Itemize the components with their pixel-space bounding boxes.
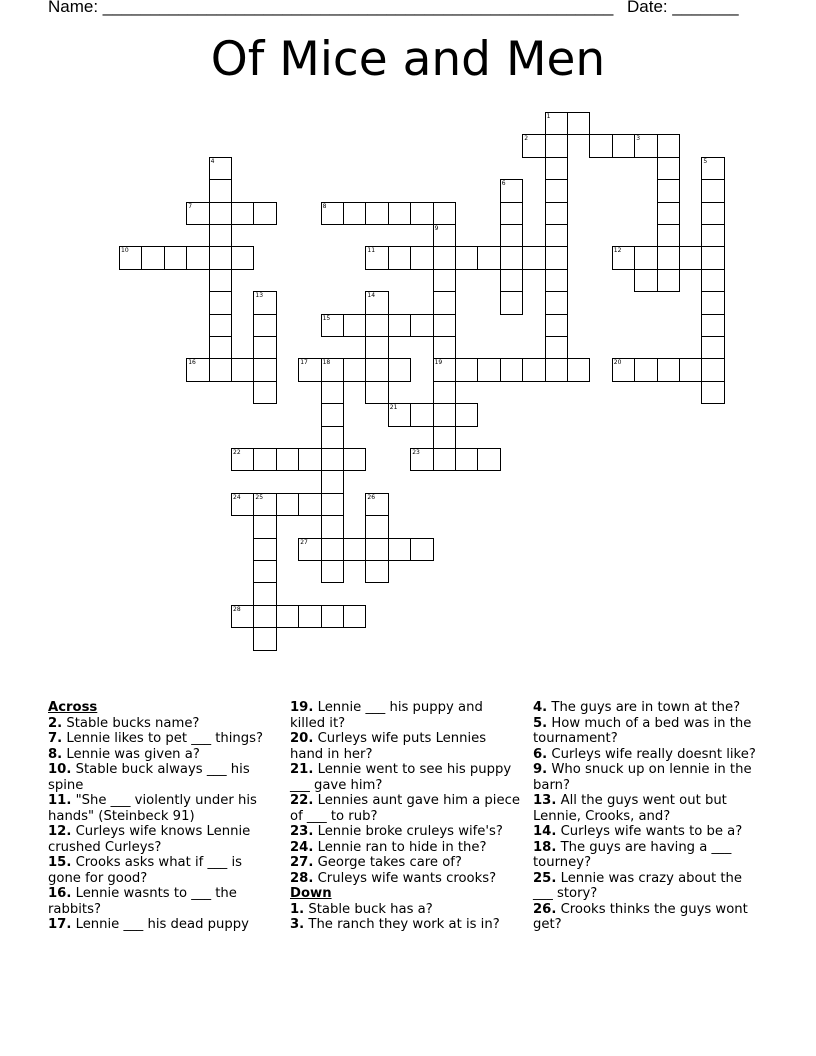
clue-number-label: 9. <box>533 762 548 777</box>
crossword-cell[interactable] <box>343 448 366 471</box>
clue-number: 6 <box>501 180 506 188</box>
clue-number: 7 <box>188 202 193 210</box>
clue-item <box>290 700 520 731</box>
crossword-cell[interactable] <box>321 515 344 538</box>
clue-number: 10 <box>121 247 129 255</box>
crossword-cell[interactable] <box>612 134 635 157</box>
crossword-cell[interactable] <box>231 605 254 628</box>
crossword-cell[interactable] <box>231 358 254 381</box>
crossword-cell[interactable] <box>657 179 680 202</box>
clue-column-1 <box>48 700 278 933</box>
crossword-cell[interactable] <box>388 538 411 561</box>
clue-text: Curleys wife knows Lennie crushed Curleys? <box>48 824 251 855</box>
crossword-cell[interactable] <box>253 358 276 381</box>
crossword-cell[interactable] <box>634 269 657 292</box>
crossword-cell[interactable] <box>634 134 657 157</box>
crossword-cell[interactable] <box>365 381 388 404</box>
crossword-cell[interactable] <box>433 246 456 269</box>
crossword-cell[interactable] <box>701 336 724 359</box>
clue-text: Lennie ___ his puppy and killed it? <box>290 700 483 731</box>
clue-number: 12 <box>613 247 622 255</box>
crossword-cell[interactable] <box>253 560 276 583</box>
crossword-cell[interactable] <box>545 291 568 314</box>
clue-item <box>48 886 278 917</box>
crossword-cell[interactable] <box>500 358 523 381</box>
crossword-cell[interactable] <box>612 358 635 381</box>
crossword-cell[interactable] <box>589 134 612 157</box>
clue-text: Lennie ___ his dead puppy <box>75 917 249 932</box>
crossword-cell[interactable] <box>253 582 276 605</box>
crossword-cell[interactable] <box>253 291 276 314</box>
crossword-cell[interactable] <box>545 269 568 292</box>
clue-text: Crooks thinks the guys wont get? <box>533 901 748 932</box>
clue-text: The guys are having a ___ tourney? <box>533 839 732 870</box>
clue-number: 23 <box>412 449 420 456</box>
crossword-cell[interactable] <box>433 358 456 381</box>
crossword-cell[interactable] <box>209 269 232 292</box>
clue-number-label: 27. <box>290 855 314 870</box>
clue-number-label: 14. <box>533 824 557 839</box>
crossword-cell[interactable] <box>321 381 344 404</box>
crossword-cell[interactable] <box>321 448 344 471</box>
crossword-cell[interactable] <box>209 336 232 359</box>
clue-item <box>533 840 763 871</box>
crossword-cell[interactable] <box>253 493 276 516</box>
clue-item <box>533 871 763 902</box>
crossword-cell[interactable] <box>545 336 568 359</box>
clue-number: 16 <box>188 359 196 367</box>
crossword-cell[interactable] <box>141 246 164 269</box>
clue-number-label: 2. <box>48 715 63 731</box>
clue-number-label: 15. <box>48 855 72 870</box>
crossword-cell[interactable] <box>365 291 388 314</box>
clue-number: 15 <box>322 314 331 322</box>
crossword-cell[interactable] <box>209 246 232 269</box>
clue-number-label: 16. <box>48 886 72 901</box>
clue-item <box>290 840 520 856</box>
page-title: Of Mice and Men <box>210 32 606 87</box>
clue-number-label: 24. <box>290 839 314 855</box>
crossword-cell[interactable] <box>433 291 456 314</box>
clue-text: Lennie wasnts to ___ the rabbits? <box>48 886 237 917</box>
clue-text: George takes care of? <box>317 855 462 870</box>
crossword-cell[interactable] <box>321 314 344 337</box>
crossword-cell[interactable] <box>701 314 724 337</box>
clue-item <box>48 747 278 763</box>
clue-item <box>290 855 520 871</box>
crossword-cell[interactable] <box>209 202 232 225</box>
clue-number-label: 26. <box>533 901 557 917</box>
crossword-cell[interactable] <box>365 246 388 269</box>
crossword-cell[interactable] <box>477 448 500 471</box>
clue-number: 3 <box>636 135 641 143</box>
clue-item <box>48 917 278 933</box>
crossword-cell[interactable] <box>545 157 568 180</box>
crossword-cell[interactable] <box>500 246 523 269</box>
crossword-cell[interactable] <box>365 202 388 225</box>
clue-item <box>533 716 763 747</box>
clue-number-label: 5. <box>533 715 548 731</box>
crossword-cell[interactable] <box>634 246 657 269</box>
clue-text: Stable buck has a? <box>308 901 433 917</box>
clue-number: 2 <box>524 135 529 143</box>
crossword-cell[interactable] <box>186 202 209 225</box>
crossword-cell[interactable] <box>500 291 523 314</box>
clue-item <box>290 762 520 793</box>
crossword-cell[interactable] <box>164 246 187 269</box>
clue-number-label: 22. <box>290 793 314 808</box>
crossword-cell[interactable] <box>253 515 276 538</box>
crossword-cell[interactable] <box>119 246 142 269</box>
crossword-cell[interactable] <box>701 291 724 314</box>
clue-number: 13 <box>255 292 264 300</box>
down-heading: Down <box>290 886 332 901</box>
crossword-cell[interactable] <box>455 246 478 269</box>
crossword-cell[interactable] <box>657 224 680 247</box>
crossword-cell[interactable] <box>343 202 366 225</box>
crossword-cell[interactable] <box>321 560 344 583</box>
clue-text: Curleys wife wants to be a? <box>560 824 743 839</box>
clue-item <box>48 716 278 732</box>
across-heading: Across <box>48 700 98 715</box>
clue-item <box>533 762 763 793</box>
crossword-cell[interactable] <box>253 314 276 337</box>
clue-text: Lennie was given a? <box>66 746 200 762</box>
crossword-cell[interactable] <box>410 448 433 471</box>
crossword-cell[interactable] <box>253 538 276 561</box>
clue-text: Lennie went to see his puppy ___ gave him? <box>290 762 512 793</box>
crossword-cell[interactable] <box>433 314 456 337</box>
crossword-cell[interactable] <box>545 202 568 225</box>
clue-item <box>533 902 763 933</box>
clue-item <box>290 902 520 918</box>
crossword-cell[interactable] <box>545 134 568 157</box>
crossword-cell[interactable] <box>209 179 232 202</box>
crossword-cell[interactable] <box>410 246 433 269</box>
clue-text: Curleys wife really doesnt like? <box>551 746 756 762</box>
crossword-cell[interactable] <box>657 134 680 157</box>
crossword-cell[interactable] <box>679 246 702 269</box>
crossword-cell[interactable] <box>433 202 456 225</box>
clue-text: Cruleys wife wants crooks? <box>317 870 497 886</box>
crossword-cell[interactable] <box>679 358 702 381</box>
clue-number: 22 <box>233 449 241 456</box>
crossword-cell[interactable] <box>701 157 724 180</box>
clue-text: Lennie broke cruleys wife's? <box>317 824 503 839</box>
clue-number-label: 8. <box>48 746 63 762</box>
crossword-cell[interactable] <box>321 358 344 381</box>
clue-text: Curleys wife puts Lennies hand in her? <box>290 731 487 762</box>
clue-number-label: 1. <box>290 901 305 917</box>
clue-item <box>48 762 278 793</box>
clue-number-label: 25. <box>533 870 557 886</box>
crossword-cell[interactable] <box>433 269 456 292</box>
crossword-cell[interactable] <box>657 202 680 225</box>
crossword-cell[interactable] <box>253 448 276 471</box>
crossword-cell[interactable] <box>209 358 232 381</box>
crossword-cell[interactable] <box>500 269 523 292</box>
clue-item <box>48 731 278 747</box>
clue-number: 11 <box>367 247 376 255</box>
crossword-cell[interactable] <box>298 448 321 471</box>
crossword-cell[interactable] <box>455 403 478 426</box>
clue-column-3 <box>533 700 763 933</box>
crossword-cell[interactable] <box>321 470 344 493</box>
crossword-cell[interactable] <box>545 112 568 135</box>
clue-text: All the guys went out but Lennie, Crooks, and? <box>533 793 727 824</box>
crossword-cell[interactable] <box>433 403 456 426</box>
crossword-cell[interactable] <box>231 493 254 516</box>
crossword-cell[interactable] <box>500 224 523 247</box>
crossword-cell[interactable] <box>321 426 344 449</box>
crossword-cell[interactable] <box>477 246 500 269</box>
clue-text: "She ___ violently under his hands" (Steinbeck 91) <box>48 793 257 824</box>
crossword-cell[interactable] <box>388 403 411 426</box>
clue-item <box>533 824 763 840</box>
crossword-cell[interactable] <box>209 291 232 314</box>
crossword-cell[interactable] <box>388 202 411 225</box>
crossword-cell[interactable] <box>612 246 635 269</box>
crossword-cell[interactable] <box>522 358 545 381</box>
clue-text: Lennie ran to hide in the? <box>317 839 487 855</box>
crossword-cell[interactable] <box>522 246 545 269</box>
crossword-cell[interactable] <box>186 246 209 269</box>
clue-number-label: 7. <box>48 731 63 746</box>
crossword-cell[interactable] <box>410 538 433 561</box>
clue-item <box>48 855 278 886</box>
crossword-cell[interactable] <box>388 358 411 381</box>
clue-number: 17 <box>300 359 308 367</box>
clue-number: 19 <box>434 359 443 367</box>
clue-number: 8 <box>322 202 327 210</box>
crossword-cell[interactable] <box>365 314 388 337</box>
crossword-cell[interactable] <box>433 448 456 471</box>
clue-item <box>533 793 763 824</box>
crossword-cell[interactable] <box>500 202 523 225</box>
clue-number-label: 12. <box>48 824 72 839</box>
crossword-cell[interactable] <box>365 515 388 538</box>
clue-item <box>290 824 520 840</box>
crossword-cell[interactable] <box>701 381 724 404</box>
crossword-cell[interactable] <box>701 224 724 247</box>
crossword-cell[interactable] <box>500 179 523 202</box>
crossword-cell[interactable] <box>657 358 680 381</box>
clue-text: The guys are in town at the? <box>551 700 741 715</box>
clue-text: Lennie was crazy about the ___ story? <box>533 870 742 901</box>
clue-number-label: 20. <box>290 731 314 746</box>
clue-number-label: 23. <box>290 824 314 839</box>
clue-number: 14 <box>367 292 376 300</box>
crossword-cell[interactable] <box>365 336 388 359</box>
crossword-cell[interactable] <box>567 112 590 135</box>
clue-number: 26 <box>367 493 376 501</box>
crossword-cell[interactable] <box>433 381 456 404</box>
clue-number-label: 10. <box>48 762 72 777</box>
clue-text: Crooks asks what if ___ is gone for good? <box>48 855 242 886</box>
crossword-cell[interactable] <box>276 605 299 628</box>
crossword-cell[interactable] <box>701 269 724 292</box>
clue-number: 25 <box>255 493 264 501</box>
crossword-cell[interactable] <box>410 314 433 337</box>
crossword-cell[interactable] <box>231 202 254 225</box>
crossword-cell[interactable] <box>321 538 344 561</box>
crossword-cell[interactable] <box>433 426 456 449</box>
clue-number: 9 <box>434 225 439 232</box>
crossword-cell[interactable] <box>253 202 276 225</box>
crossword-cell[interactable] <box>321 202 344 225</box>
clue-text: How much of a bed was in the tournament? <box>533 715 752 746</box>
clue-item <box>290 731 520 762</box>
clue-number-label: 3. <box>290 917 305 932</box>
crossword-cell[interactable] <box>545 224 568 247</box>
crossword-cell[interactable] <box>365 493 388 516</box>
clue-number-label: 13. <box>533 793 557 808</box>
clue-item <box>48 824 278 855</box>
crossword-cell[interactable] <box>343 314 366 337</box>
clue-item <box>533 700 763 716</box>
clue-number-label: 11. <box>48 793 72 808</box>
crossword-cell[interactable] <box>321 605 344 628</box>
crossword-cell[interactable] <box>455 358 478 381</box>
crossword-cell[interactable] <box>298 493 321 516</box>
crossword-cell[interactable] <box>657 157 680 180</box>
crossword-cell[interactable] <box>276 493 299 516</box>
crossword-cell[interactable] <box>298 605 321 628</box>
clue-text: Lennie likes to pet ___ things? <box>66 731 264 746</box>
crossword-cell[interactable] <box>321 493 344 516</box>
crossword-cell[interactable] <box>209 314 232 337</box>
clue-number-label: 21. <box>290 762 314 777</box>
clue-text: The ranch they work at is in? <box>308 917 500 932</box>
crossword-cell[interactable] <box>231 448 254 471</box>
crossword-cell[interactable] <box>253 336 276 359</box>
crossword-cell[interactable] <box>209 157 232 180</box>
clue-text: Stable bucks name? <box>66 715 200 731</box>
crossword-cell[interactable] <box>365 560 388 583</box>
clue-number: 21 <box>389 404 398 412</box>
crossword-cell[interactable] <box>701 202 724 225</box>
crossword-cell[interactable] <box>388 246 411 269</box>
clue-text: Stable buck always ___ his spine <box>48 762 250 793</box>
clue-number: 27 <box>300 538 308 546</box>
clue-number-label: 19. <box>290 700 314 715</box>
clue-number-label: 18. <box>533 839 557 855</box>
crossword-cell[interactable] <box>545 358 568 381</box>
crossword-cell[interactable] <box>657 269 680 292</box>
clue-number: 20 <box>613 359 622 367</box>
crossword-cell[interactable] <box>433 336 456 359</box>
clue-number-label: 4. <box>533 700 548 715</box>
crossword-cell[interactable] <box>410 403 433 426</box>
crossword-cell[interactable] <box>321 403 344 426</box>
clue-number: 24 <box>233 493 241 501</box>
name-field-label: Name: ______________________________________________________ <box>48 0 614 16</box>
clue-item <box>290 871 520 887</box>
clue-number-label: 17. <box>48 917 72 932</box>
clue-number: 1 <box>546 113 551 120</box>
clue-item <box>290 793 520 824</box>
clue-number: 4 <box>210 157 215 165</box>
crossword-cell[interactable] <box>388 314 411 337</box>
date-field-label: Date: _______ <box>627 0 739 16</box>
crossword-cell[interactable] <box>365 358 388 381</box>
clue-number-label: 6. <box>533 746 548 762</box>
crossword-cell[interactable] <box>410 202 433 225</box>
crossword-cell[interactable] <box>657 246 680 269</box>
crossword-cell[interactable] <box>343 358 366 381</box>
clue-item <box>48 793 278 824</box>
clue-item <box>533 747 763 763</box>
crossword-cell[interactable] <box>365 538 388 561</box>
crossword-cell[interactable] <box>701 246 724 269</box>
clue-number: 5 <box>703 157 708 165</box>
crossword-cell[interactable] <box>545 246 568 269</box>
crossword-cell[interactable] <box>545 314 568 337</box>
crossword-cell[interactable] <box>253 381 276 404</box>
crossword-cell[interactable] <box>545 179 568 202</box>
crossword-cell[interactable] <box>701 179 724 202</box>
crossword-cell[interactable] <box>567 358 590 381</box>
crossword-cell[interactable] <box>477 358 500 381</box>
crossword-cell[interactable] <box>343 605 366 628</box>
crossword-cell[interactable] <box>634 358 657 381</box>
crossword-cell[interactable] <box>455 448 478 471</box>
crossword-cell[interactable] <box>253 627 276 650</box>
clue-column-2 <box>290 700 520 933</box>
crossword-cell[interactable] <box>522 134 545 157</box>
crossword-cell[interactable] <box>209 224 232 247</box>
clue-text: Who snuck up on lennie in the barn? <box>533 762 752 793</box>
clue-number: 18 <box>322 359 331 367</box>
crossword-cell[interactable] <box>186 358 209 381</box>
clue-item <box>290 917 520 933</box>
crossword-cell[interactable] <box>231 246 254 269</box>
clue-number: 28 <box>233 605 241 613</box>
crossword-cell[interactable] <box>298 538 321 561</box>
crossword-cell[interactable] <box>276 448 299 471</box>
clue-text: Lennies aunt gave him a piece of ___ to rub? <box>290 793 520 824</box>
crossword-cell[interactable] <box>701 358 724 381</box>
clue-number-label: 28. <box>290 870 314 886</box>
crossword-cell[interactable] <box>298 358 321 381</box>
crossword-cell[interactable] <box>253 605 276 628</box>
crossword-cell[interactable] <box>343 538 366 561</box>
crossword-cell[interactable] <box>433 224 456 247</box>
